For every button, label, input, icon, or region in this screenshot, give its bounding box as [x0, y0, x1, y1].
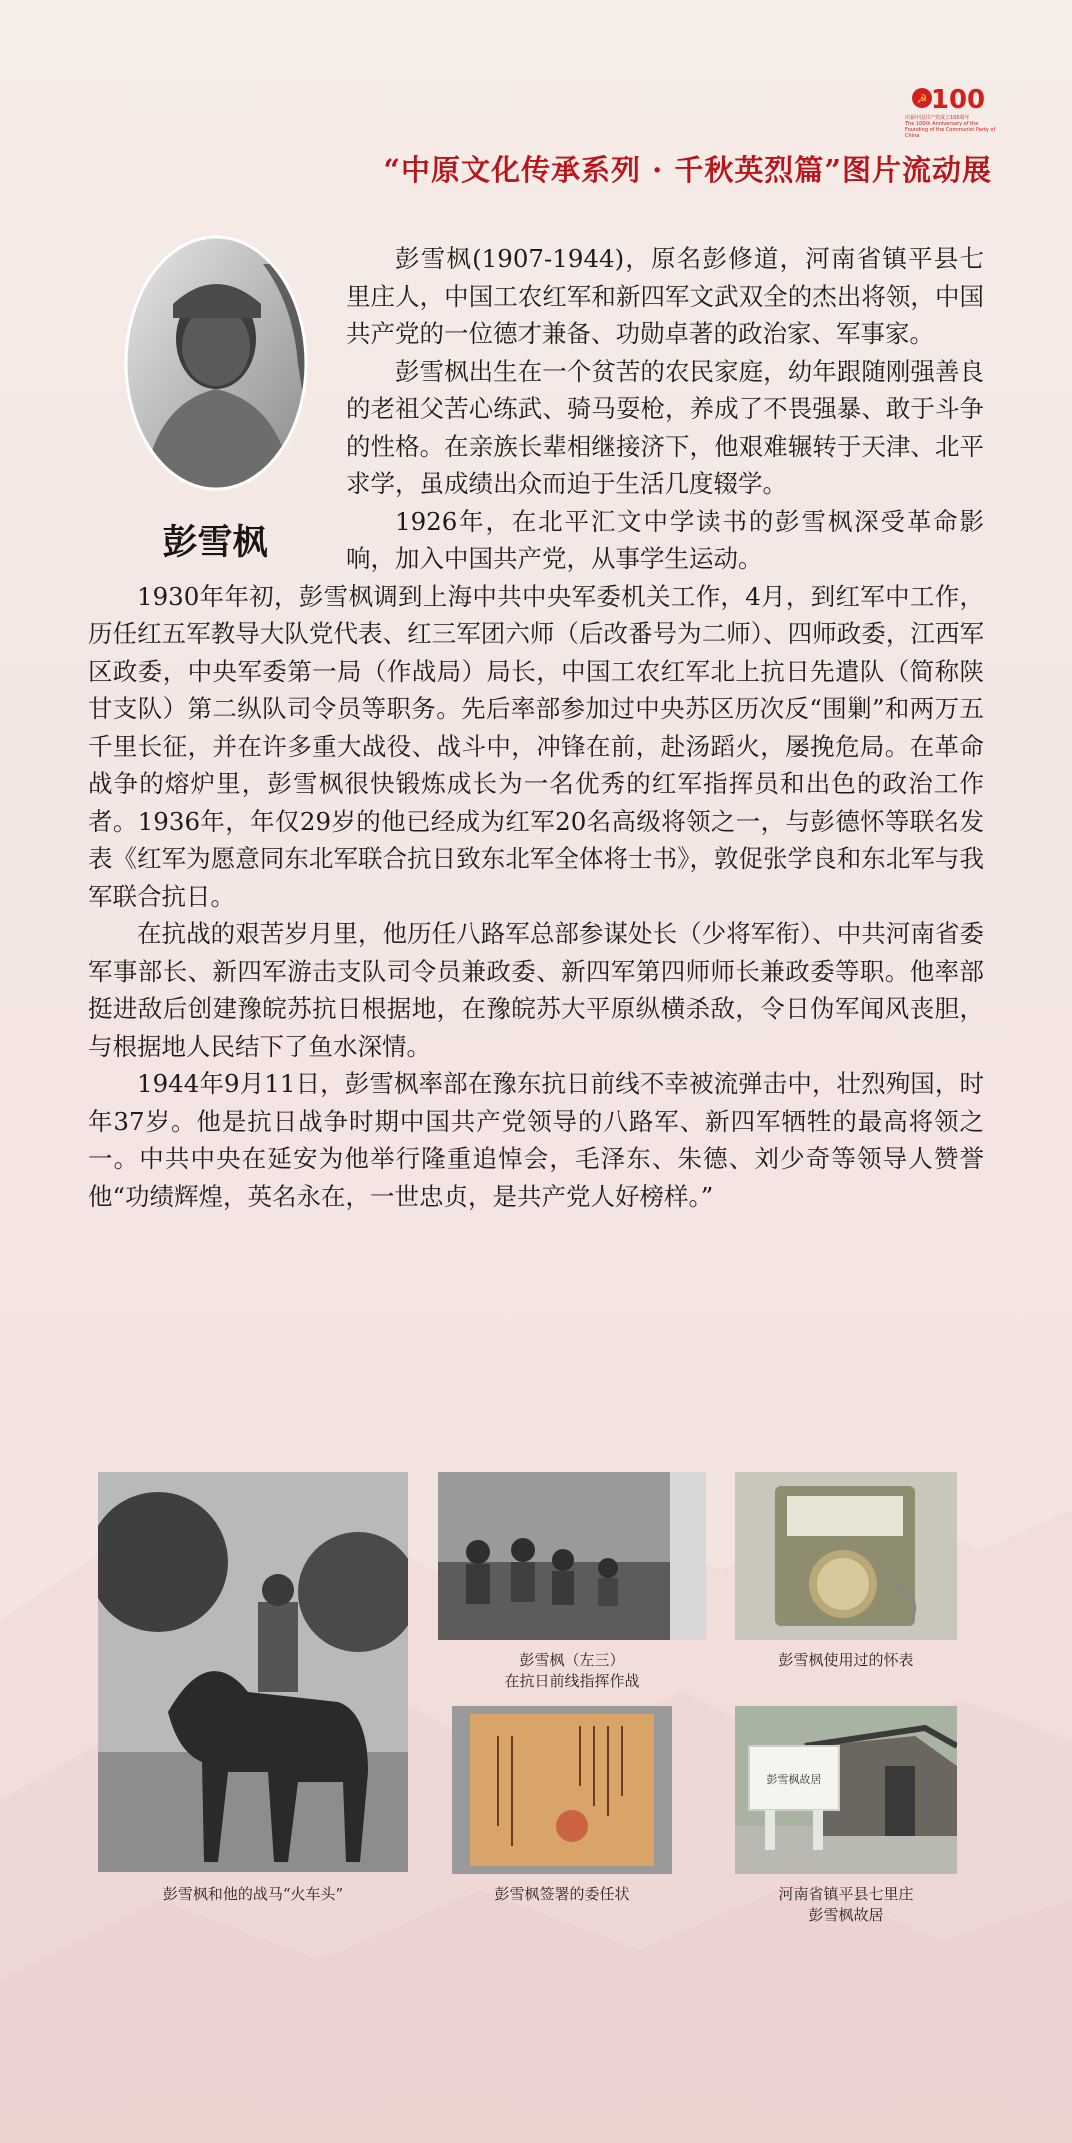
exhibition-headline: “中原文化传承系列 · 千秋英烈篇”图片流动展	[383, 153, 992, 187]
former-residence-photo	[735, 1706, 957, 1874]
frontline-photo	[438, 1472, 706, 1640]
appointment-letter-caption: 彭雪枫签署的委任状	[494, 1885, 630, 1903]
portrait-spacer	[88, 240, 346, 570]
pocket-watch-photo	[735, 1472, 957, 1640]
bio-paragraph: 彭雪枫(1907-1944)，原名彭修道，河南省镇平县七里庄人，中国工农红军和新四军文武双全的杰出将领，中国共产党的一位德才兼备、功勋卓著的政治家、军事家。	[346, 244, 984, 348]
horse-photo-caption: 彭雪枫和他的战马“火车头”	[162, 1885, 344, 1903]
frontline-photo-caption: 彭雪枫（左三） 在抗日前线指挥作战	[504, 1651, 640, 1690]
bio-paragraph: 1930年年初，彭雪枫调到上海中共中央军委机关工作，4月，到红军中工作，历任红五军教导大队党代表、红三军团六师（后改番号为二师）、四师政委，江西军区政委，中央军委第一局（作战局）局长，中国工农红军北上抗日先遣队（简称陕甘支队）第二纵队司令员等职务。先后率部参加过中央苏区历次反“围剿”和两万五千里长征，并在许多重大战役、战斗中，冲锋在前，赴汤蹈火，屡挽危局。在革命战争的熔炉里，彭雪枫很快锻炼成长为一名优秀的红军指挥员和出色的政治工作者。1936年，年仅29岁的他已经成为红军20名高级将领之一，与彭德怀等联名发表《红军为愿意同东北军联合抗日致东北军全体将士书》，敦促张学良和东北军与我军联合抗日。	[88, 581, 984, 911]
bio-paragraph: 1926年，在北平汇文中学读书的彭雪枫深受革命影响，加入中国共产党，从事学生运动。	[346, 506, 984, 573]
portrait-name: 彭雪枫	[162, 523, 268, 563]
pocket-watch-caption: 彭雪枫使用过的怀表	[778, 1651, 914, 1669]
former-residence-caption: 河南省镇平县七里庄 彭雪枫故居	[778, 1885, 914, 1924]
bio-paragraph: 在抗战的艰苦岁月里，他历任八路军总部参谋处长（少将军衔）、中共河南省委军事部长、新四军游击支队司令员兼政委、新四军第四师师长兼政委等职。他率部挺进敌后创建豫皖苏抗日根据地，在豫皖苏大平原纵横杀敌，令日伪军闻风丧胆，与根据地人民结下了鱼水深情。	[88, 919, 984, 1061]
logo-subtitle: 庆祝中国共产党成立100周年 The 100th Anniversary of the Founding of the Communist Party of China	[905, 115, 996, 139]
bio-paragraph: 彭雪枫出生在一个贫苦的农民家庭，幼年跟随刚强善良的老祖父苦心练武、骑马耍枪，养成了不畏强暴、敢于斗争的性格。在亲族长辈相继接济下，他艰难辗转于天津、北平求学，虽成绩出众而迫于生活几度辍学。	[346, 356, 984, 498]
biography-text	[88, 240, 984, 1215]
bio-paragraph: 1944年9月11日，彭雪枫率部在豫东抗日前线不幸被流弹击中，壮烈殉国，时年37岁。他是抗日战争时期中国共产党领导的八路军、新四军牺牲的最高将领之一。中共中央在延安为他举行隆重追悼会，毛泽东、朱德、刘少奇等领导人赞誉他“功绩辉煌，英名永在，一世忠贞，是共产党人好榜样。”	[88, 1069, 984, 1211]
svg-text:100: 100	[930, 85, 986, 115]
svg-text:彭雪枫故居: 彭雪枫故居	[766, 1773, 822, 1786]
appointment-letter-photo	[452, 1706, 672, 1874]
horse-photo	[98, 1472, 408, 1872]
hammer-sickle-icon: ☭	[916, 92, 928, 106]
